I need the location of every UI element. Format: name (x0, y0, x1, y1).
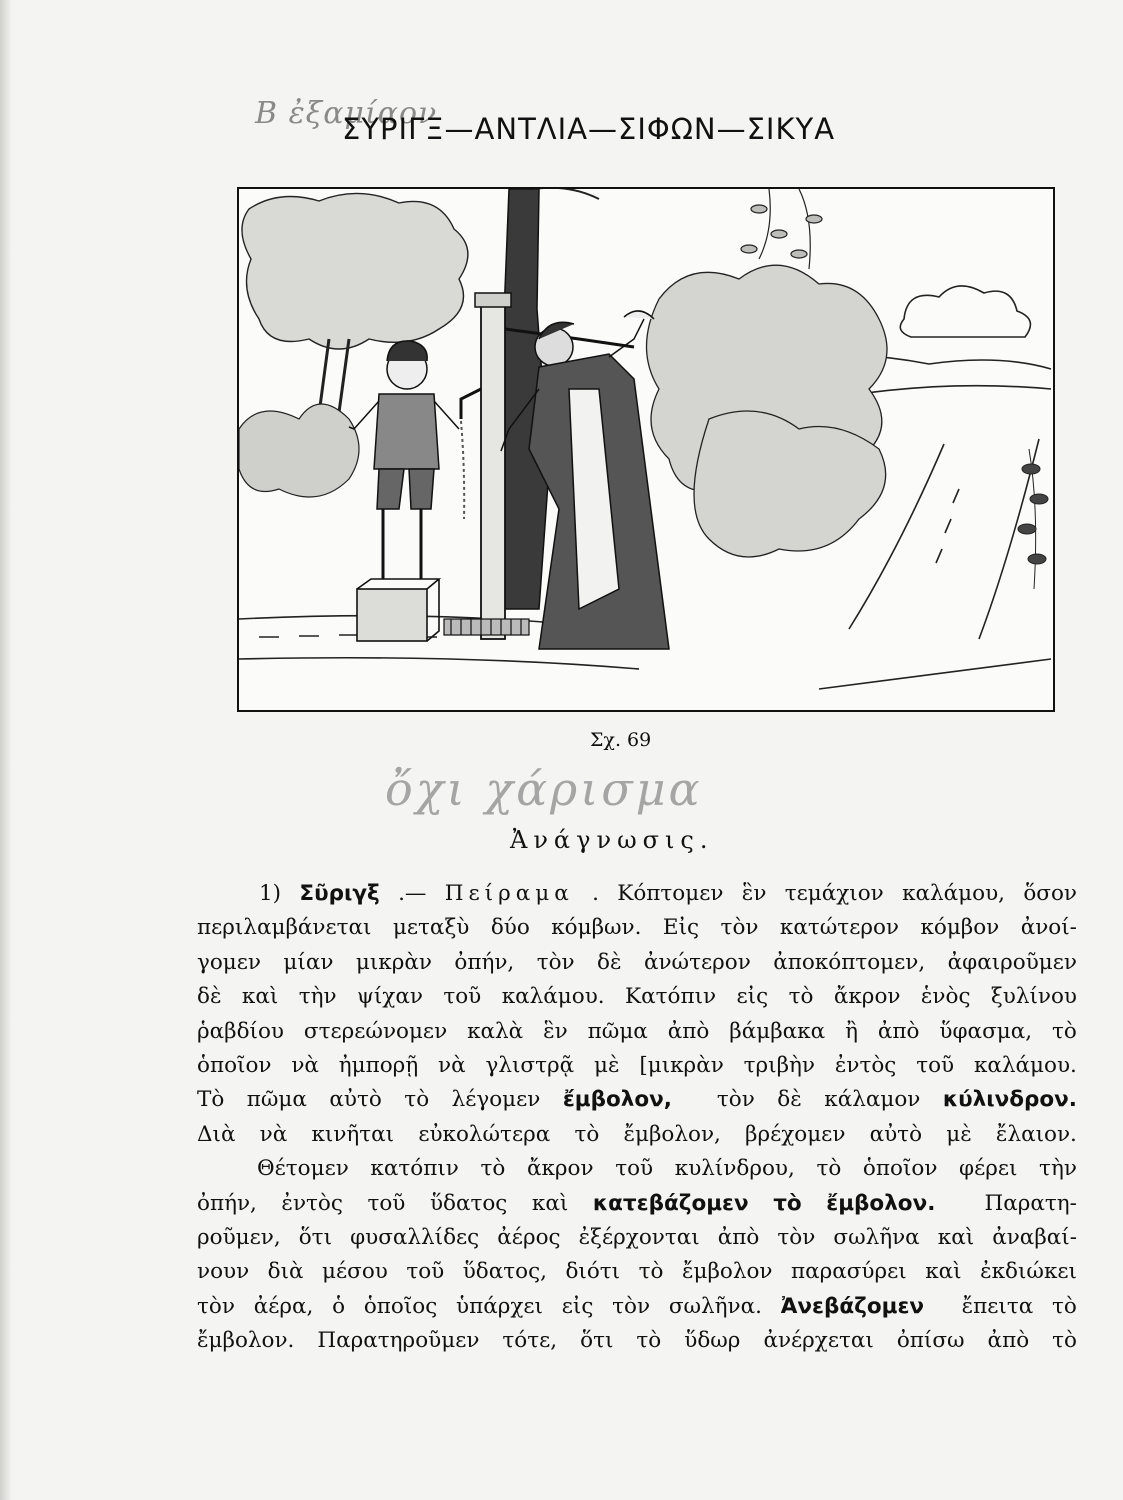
text-segment: βάμβακα (729, 1018, 826, 1044)
text-segment: Κατόπιν (625, 984, 717, 1010)
text-segment: καὶ (925, 1259, 962, 1285)
text-segment: κόμβον (920, 915, 1000, 941)
text-segment: διὰ (267, 1259, 304, 1285)
text-segment: Εἰς (662, 915, 700, 941)
text-segment: βρέχομεν (745, 1121, 846, 1147)
text-segment: παρασύρει (790, 1259, 907, 1285)
text-segment: ἄκρον (833, 984, 901, 1010)
text-segment: πῶμα (587, 1018, 648, 1044)
text-segment: γλιστρᾷ (485, 1052, 575, 1078)
text-segment: καλάμου. (973, 1052, 1077, 1078)
text-segment: ὁ (332, 1293, 346, 1319)
text-segment: δὲ (197, 984, 222, 1010)
text-line (197, 1324, 1077, 1358)
text-segment: τὸ (574, 1121, 600, 1147)
text-segment: νουν (197, 1259, 250, 1285)
text-line (197, 1290, 1077, 1324)
text-line (197, 1255, 1077, 1289)
text-segment: ἓν (543, 1018, 568, 1044)
section-heading: Ἀνάγνωσις. (510, 826, 714, 854)
text-segment: τὸ (1052, 1328, 1077, 1354)
text-segment: τὸν (777, 1224, 816, 1250)
text-segment: περιλαμβάνεται (197, 915, 372, 941)
paragraph (197, 877, 1077, 1152)
text-segment: μίαν (283, 949, 334, 975)
text-segment: καλάμου. (501, 984, 605, 1010)
text-segment: τὸ (636, 1328, 662, 1354)
text-line (197, 1015, 1077, 1049)
text-segment: κινῆται (311, 1121, 395, 1147)
text-segment: ὑπάρχει (456, 1293, 543, 1319)
text-segment: τὴν (1039, 1156, 1077, 1182)
handwritten-note: Β ἐξαμίαον (255, 96, 438, 131)
figure-illustration (237, 187, 1055, 712)
text-segment: Παρατη- (984, 1190, 1077, 1216)
text-segment: τὸν (536, 949, 575, 975)
text-segment: ὅσον (1023, 881, 1077, 906)
text-segment: κυλίνδρου, (674, 1156, 795, 1182)
text-segment: ἀφαιροῦμεν (947, 949, 1077, 975)
text-segment: τὸν (720, 915, 759, 941)
text-segment: ὕδατος, (462, 1259, 547, 1285)
text-segment: αὐτὸ (869, 1121, 923, 1147)
text-segment: διότι (565, 1259, 621, 1285)
text-line (197, 946, 1077, 980)
text-segment: τὸ (404, 1087, 430, 1113)
text-segment: νὰ (259, 1121, 288, 1147)
text-segment: καὶ (937, 1224, 975, 1250)
text-segment: ὕδατος (429, 1190, 508, 1216)
text-segment: δύο (490, 915, 530, 941)
text-segment: ἀπὸ (987, 1328, 1030, 1354)
text-segment: ἔπειτα (961, 1293, 1034, 1319)
text-segment: τοῦ (916, 1052, 955, 1078)
text-segment: ἀπὸ (877, 1018, 920, 1044)
text-segment: ἔμβολον, (623, 1121, 721, 1147)
text-segment: Κόπτομεν (617, 881, 724, 906)
text-segment: [μικρὰν (639, 1052, 724, 1078)
text-segment: τὴν (298, 984, 337, 1010)
text-segment: Ἀνεβάζομεν (780, 1293, 925, 1319)
text-segment: ἀνοί- (1020, 915, 1077, 941)
text-segment: ἐξέρχονται (578, 1224, 700, 1250)
text-segment: ὀπίσω (896, 1328, 965, 1354)
text-line (197, 911, 1077, 945)
text-segment: δὲ (777, 1087, 802, 1113)
text-segment: ροῦμεν, (197, 1224, 281, 1250)
text-segment: ἓν (741, 881, 767, 906)
text-segment: ἢ (845, 1018, 858, 1044)
text-segment: μὲ (593, 1052, 620, 1078)
text-segment: ὀπήν, (454, 949, 515, 975)
text-segment: τὸ (788, 984, 814, 1010)
text-segment: ἀέρα, (253, 1293, 314, 1319)
text-segment: φυσαλλίδες (350, 1224, 480, 1250)
text-segment: τὸν (612, 1293, 651, 1319)
text-segment: μέσου (322, 1259, 388, 1285)
text-segment: ἐκδιώκει (980, 1259, 1077, 1285)
text-segment: αὐτὸ (329, 1087, 382, 1113)
paragraph (197, 1152, 1077, 1358)
page-title: ΣΥΡΙΓΞ—ΑΝΤΛΙΑ—ΣΙΦΩΝ—ΣΙΚΥΑ (342, 112, 836, 146)
text-segment: εἰς (736, 984, 769, 1010)
text-line (197, 980, 1077, 1014)
body-text (197, 877, 1077, 1358)
text-segment: ἀναβαί- (992, 1224, 1077, 1250)
text-segment: Παρατηροῦμεν (317, 1328, 480, 1354)
text-segment: Τὸ (197, 1087, 225, 1113)
text-line (197, 1152, 1077, 1186)
text-segment: καὶ (531, 1190, 569, 1216)
text-segment: Πείραμα (444, 881, 574, 906)
text-line (197, 1118, 1077, 1152)
text-segment: ὁποῖος (363, 1293, 438, 1319)
text-segment: ἀνώτερον (643, 949, 751, 975)
text-segment: καλὰ (467, 1018, 524, 1044)
text-line (197, 1221, 1077, 1255)
text-segment: ἔμβολον. (826, 1190, 936, 1216)
text-segment: τὸ (773, 1190, 802, 1216)
text-segment: κύλινδρον. (942, 1087, 1077, 1113)
text-segment: ψίχαν (357, 984, 423, 1010)
text-line (197, 1187, 1077, 1221)
text-segment: τοῦ (406, 1259, 445, 1285)
text-segment: Διὰ (197, 1121, 236, 1147)
text-segment: σωλῆνα (833, 1224, 920, 1250)
text-segment: τότε, (502, 1328, 558, 1354)
text-segment: ἀνέρχεται (763, 1328, 874, 1354)
text-segment: ἐντὸς (834, 1052, 897, 1078)
text-segment: τεμάχιον (784, 881, 884, 906)
text-segment: τὸ (480, 1156, 506, 1182)
text-segment: λέγομεν (451, 1087, 541, 1113)
page-edge (0, 0, 12, 1500)
text-segment: ὀπήν, (197, 1190, 257, 1216)
text-segment: ἔμβολον. (197, 1328, 295, 1354)
text-segment: τὸν (197, 1293, 235, 1319)
handwritten-margin-note: ὄχι χάρισμα (385, 762, 703, 816)
text-segment: ἔμβολον, (562, 1087, 672, 1113)
text-segment: ὕφασμα, (939, 1018, 1033, 1044)
figure-caption: Σχ. 69 (590, 729, 652, 751)
text-segment: μικρὰν (355, 949, 432, 975)
text-segment: μὲ (946, 1121, 972, 1147)
text-segment: ὅτι (580, 1328, 614, 1354)
text-segment: γομεν (197, 949, 261, 975)
text-segment: ἔλαιον. (995, 1121, 1077, 1147)
text-segment: τοῦ (367, 1190, 406, 1216)
text-segment: ἠμπορῇ (338, 1052, 419, 1078)
text-segment: τὸ (638, 1259, 664, 1285)
text-segment: εὐκολώτερα (418, 1121, 551, 1147)
text-segment: ἀπὸ (717, 1224, 760, 1250)
text-segment: ἑνὸς (920, 984, 971, 1010)
text-segment: δὲ (597, 949, 622, 975)
text-segment: τὸ (1052, 1018, 1077, 1044)
text-segment: ὁποῖον (197, 1052, 272, 1078)
text-segment: εἰς (561, 1293, 594, 1319)
text-segment: Θέτομεν (257, 1156, 349, 1182)
text-segment: κόμβων. (551, 915, 642, 941)
text-segment: τοῦ (443, 984, 482, 1010)
text-line (197, 1083, 1077, 1117)
text-segment: ἔμβολον (681, 1259, 773, 1285)
text-segment: στερεώνομεν (303, 1018, 448, 1044)
text-segment: κατώτερον (779, 915, 899, 941)
text-segment: τριβὴν (743, 1052, 815, 1078)
text-segment: σωλῆνα. (668, 1293, 762, 1319)
text-segment: νὰ (291, 1052, 319, 1078)
text-segment: .— (398, 881, 427, 906)
text-segment: καὶ (241, 984, 279, 1010)
text-segment: ὕδωρ (684, 1328, 741, 1354)
text-segment: καλάμου, (902, 881, 1006, 906)
text-segment: πῶμα (246, 1087, 307, 1113)
text-segment: μεταξὺ (392, 915, 470, 941)
text-segment: ὅτι (298, 1224, 333, 1250)
text-line (197, 877, 1077, 911)
text-segment: τὸ (816, 1156, 842, 1182)
text-segment: ἐντὸς (281, 1190, 343, 1216)
pump-scene-illustration (239, 189, 1053, 710)
text-segment: ὁποῖον (862, 1156, 938, 1182)
text-segment: ξυλίνου (990, 984, 1077, 1010)
text-segment: κάλαμον (824, 1087, 921, 1113)
text-segment: ῥαβδίου (197, 1018, 284, 1044)
text-segment: ἀποκόπτομεν, (773, 949, 926, 975)
text-segment: ἀπὸ (667, 1018, 710, 1044)
text-segment: κατεβάζομεν (592, 1190, 749, 1216)
text-segment: 1) (259, 881, 282, 906)
text-segment: τὸ (1052, 1293, 1077, 1319)
text-segment: . (592, 881, 599, 906)
text-segment: ἀέρος (497, 1224, 561, 1250)
text-segment: τοῦ (615, 1156, 654, 1182)
text-segment: τὸν (716, 1087, 755, 1113)
text-line (197, 1049, 1077, 1083)
text-segment: νὰ (438, 1052, 466, 1078)
text-segment: φέρει (959, 1156, 1018, 1182)
text-segment: κατόπιν (370, 1156, 459, 1182)
text-segment: ἄκρον (526, 1156, 594, 1182)
text-segment: Σῦριγξ (299, 881, 380, 906)
